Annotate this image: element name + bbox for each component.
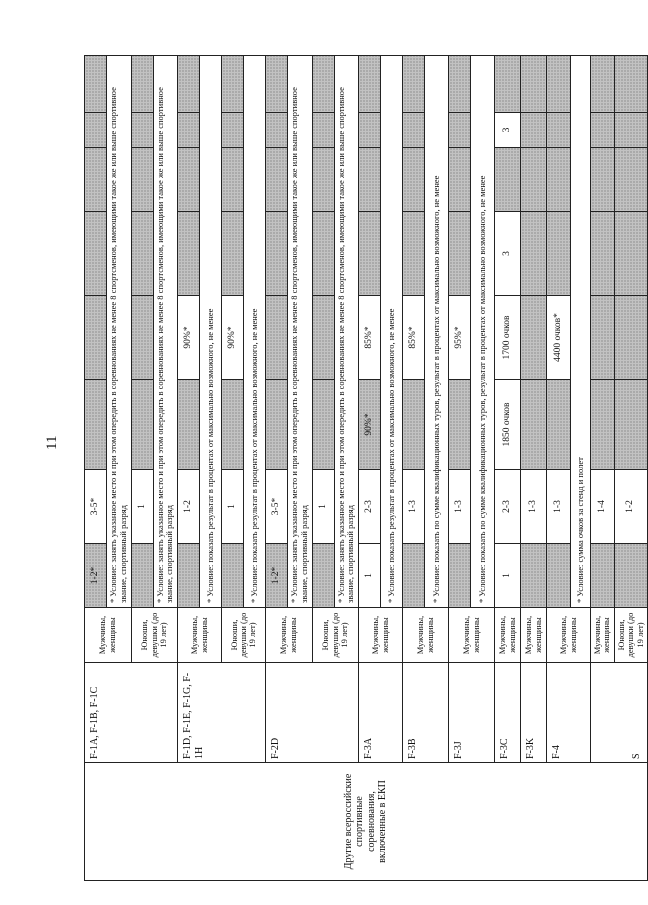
empty-cell	[312, 380, 334, 470]
class-cell: F-3B	[403, 663, 449, 763]
empty-cell	[495, 148, 521, 212]
table-row	[495, 56, 521, 881]
condition-cell: * Условие: сумма очков за стенд и полет	[571, 56, 591, 608]
value-cell: 85%*	[403, 296, 425, 380]
condition-cell: * Условие: показать результат в процентах от максимально возможного, не менее	[200, 56, 222, 608]
gender-cell: Мужчины, женщины	[266, 608, 313, 663]
value-cell: 90%*	[178, 296, 200, 380]
empty-cell	[521, 380, 547, 470]
class-cell: F-1D, F-1E, F-1G, F-1H	[178, 663, 266, 763]
empty-cell	[178, 212, 200, 296]
condition-cell: * Условие: занять указанное место и при этом опередить в соревнованиях не менее 8 спортсменов, имеющими такое же или выше спортивное звание, спортивный разряд	[334, 56, 359, 608]
table-row	[591, 56, 615, 881]
empty-cell	[591, 380, 615, 470]
empty-cell	[449, 380, 471, 470]
empty-cell	[547, 113, 571, 148]
empty-cell	[614, 380, 647, 470]
empty-cell	[359, 113, 381, 148]
empty-cell	[266, 113, 288, 148]
gender-cell: Мужчины, женщины	[495, 608, 521, 663]
empty-cell	[266, 380, 288, 470]
page	[84, 56, 645, 881]
empty-cell	[266, 296, 288, 380]
condition-cell: * Условие: показать по сумме квалификационных туров, результат в процентах от максимально возможного, не менее	[471, 56, 495, 608]
empty-cell	[591, 544, 615, 608]
empty-cell	[614, 148, 647, 212]
condition-cell: * Условие: занять указанное место и при этом опередить в соревнованиях не менее 8 спортсменов, имеющими такое же или выше спортивное звание, спортивный разряд	[153, 56, 178, 608]
empty-cell	[178, 148, 200, 212]
empty-cell	[85, 212, 107, 296]
value-cell: 1	[131, 470, 153, 544]
class-cell: F-3J	[449, 663, 495, 763]
empty-cell	[312, 148, 334, 212]
value-cell: 90%*	[222, 296, 244, 380]
gender-cell: Мужчины, женщины	[521, 608, 547, 663]
empty-cell	[521, 148, 547, 212]
empty-cell	[178, 113, 200, 148]
class-cell: F-3A	[359, 663, 403, 763]
value-cell: 1-3	[547, 470, 571, 544]
empty-cell	[403, 56, 425, 113]
empty-cell	[547, 380, 571, 470]
empty-cell	[403, 212, 425, 296]
condition-cell: * Условие: показать результат в процентах от максимально возможного, не менее	[244, 56, 266, 608]
gender-cell: Юноши, девушки (до 19 лет)	[312, 608, 359, 663]
empty-cell	[403, 380, 425, 470]
condition-cell: * Условие: занять указанное место и при этом опередить в соревнованиях не менее 8 спортсменов, имеющими такое же или выше спортивное звание, спортивный разряд	[288, 56, 313, 608]
empty-cell	[591, 56, 615, 113]
empty-cell	[449, 113, 471, 148]
table-row	[547, 56, 571, 881]
empty-cell	[266, 148, 288, 212]
empty-cell	[222, 56, 244, 113]
empty-cell	[85, 113, 107, 148]
empty-cell	[131, 212, 153, 296]
class-cell: F-3K	[521, 663, 547, 763]
empty-cell	[312, 56, 334, 113]
table-row	[266, 56, 288, 881]
empty-cell	[178, 544, 200, 608]
gender-cell: Юноши, девушки (до 19 лет)	[131, 608, 178, 663]
value-cell: 2-3	[495, 470, 521, 544]
condition-cell: * Условие: показать результат в процентах от максимально возможного, не менее	[381, 56, 403, 608]
value-cell: 1	[222, 470, 244, 544]
qualification-table	[84, 55, 648, 881]
empty-cell	[449, 148, 471, 212]
empty-cell	[591, 296, 615, 380]
table-row	[403, 56, 425, 881]
empty-cell	[222, 544, 244, 608]
empty-cell	[312, 544, 334, 608]
empty-cell	[359, 56, 381, 113]
empty-cell	[521, 296, 547, 380]
empty-cell	[547, 148, 571, 212]
gender-cell: Мужчины, женщины	[591, 608, 615, 663]
category-cell: Другие всероссийские спортивные соревнования, включенные в ЕКП	[85, 763, 648, 881]
empty-cell	[521, 113, 547, 148]
empty-cell	[131, 56, 153, 113]
empty-cell	[403, 113, 425, 148]
empty-cell	[591, 148, 615, 212]
empty-cell	[266, 212, 288, 296]
empty-cell	[178, 56, 200, 113]
table-row	[449, 56, 471, 881]
value-cell: 1-3	[521, 470, 547, 544]
value-cell: 90%*	[359, 380, 381, 470]
empty-cell	[449, 56, 471, 113]
empty-cell	[85, 148, 107, 212]
empty-cell	[591, 212, 615, 296]
empty-cell	[85, 296, 107, 380]
gender-cell: Мужчины, женщины	[547, 608, 591, 663]
empty-cell	[131, 296, 153, 380]
class-cell: F-4	[547, 663, 591, 763]
empty-cell	[359, 212, 381, 296]
empty-cell	[449, 212, 471, 296]
table-row	[521, 56, 547, 881]
value-cell: 1700 очков	[495, 296, 521, 380]
value-cell: 2-3	[359, 470, 381, 544]
empty-cell	[359, 148, 381, 212]
condition-cell: * Условие: занять указанное место и при этом опередить в соревнованиях не менее 8 спортсменов, имеющими такое же или выше спортивное звание, спортивный разряд	[107, 56, 132, 608]
value-cell: 1-2*	[266, 544, 288, 608]
value-cell: 1	[359, 544, 381, 608]
empty-cell	[312, 113, 334, 148]
value-cell: 3-5*	[266, 470, 288, 544]
empty-cell	[85, 56, 107, 113]
empty-cell	[449, 544, 471, 608]
gender-cell: Юноши, девушки (до 19 лет)	[222, 608, 266, 663]
value-cell: 1850 очков	[495, 380, 521, 470]
gender-cell: Юноши, девушки (до 19 лет)	[614, 608, 647, 663]
empty-cell	[131, 148, 153, 212]
empty-cell	[222, 148, 244, 212]
value-cell: 1-4	[591, 470, 615, 544]
empty-cell	[591, 113, 615, 148]
table-row	[178, 56, 200, 881]
empty-cell	[312, 212, 334, 296]
condition-cell: * Условие: показать по сумме квалификационных туров, результат в процентах от максимально возможного, не менее	[425, 56, 449, 608]
value-cell: 1-2	[614, 470, 647, 544]
value-cell: 1	[312, 470, 334, 544]
value-cell: 1-3	[449, 470, 471, 544]
empty-cell	[521, 544, 547, 608]
empty-cell	[312, 296, 334, 380]
empty-cell	[547, 56, 571, 113]
empty-cell	[178, 380, 200, 470]
value-cell: 3-5*	[85, 470, 107, 544]
class-cell: F-2D	[266, 663, 359, 763]
empty-cell	[614, 56, 647, 113]
value-cell: 1-3	[403, 470, 425, 544]
empty-cell	[222, 212, 244, 296]
gender-cell: Мужчины, женщины	[359, 608, 403, 663]
class-cell: F-3C	[495, 663, 521, 763]
value-cell: 1-2*	[85, 544, 107, 608]
class-cell: S	[591, 663, 648, 763]
class-cell: F-1A, F-1B, F-1C	[85, 663, 178, 763]
value-cell: 4400 очков*	[547, 296, 571, 380]
value-cell: 1	[495, 544, 521, 608]
page-number: 11	[44, 435, 60, 450]
empty-cell	[131, 380, 153, 470]
value-cell: 3	[495, 212, 521, 296]
table-row	[359, 56, 381, 881]
rotated-table-container	[84, 56, 645, 881]
empty-cell	[131, 113, 153, 148]
value-cell: 85%*	[359, 296, 381, 380]
value-cell: 3	[495, 113, 521, 148]
empty-cell	[614, 212, 647, 296]
gender-cell: Мужчины, женщины	[85, 608, 132, 663]
gender-cell: Мужчины, женщины	[403, 608, 449, 663]
gender-cell: Мужчины, женщины	[449, 608, 495, 663]
empty-cell	[521, 212, 547, 296]
gender-cell: Мужчины, женщины	[178, 608, 222, 663]
empty-cell	[403, 544, 425, 608]
empty-cell	[266, 56, 288, 113]
empty-cell	[614, 544, 647, 608]
empty-cell	[222, 113, 244, 148]
value-cell: 1-2	[178, 470, 200, 544]
empty-cell	[495, 56, 521, 113]
empty-cell	[614, 296, 647, 380]
table-row	[85, 56, 107, 881]
empty-cell	[131, 544, 153, 608]
empty-cell	[521, 56, 547, 113]
value-cell: 95%*	[449, 296, 471, 380]
empty-cell	[403, 148, 425, 212]
empty-cell	[222, 380, 244, 470]
empty-cell	[614, 113, 647, 148]
empty-cell	[547, 544, 571, 608]
empty-cell	[85, 380, 107, 470]
empty-cell	[547, 212, 571, 296]
